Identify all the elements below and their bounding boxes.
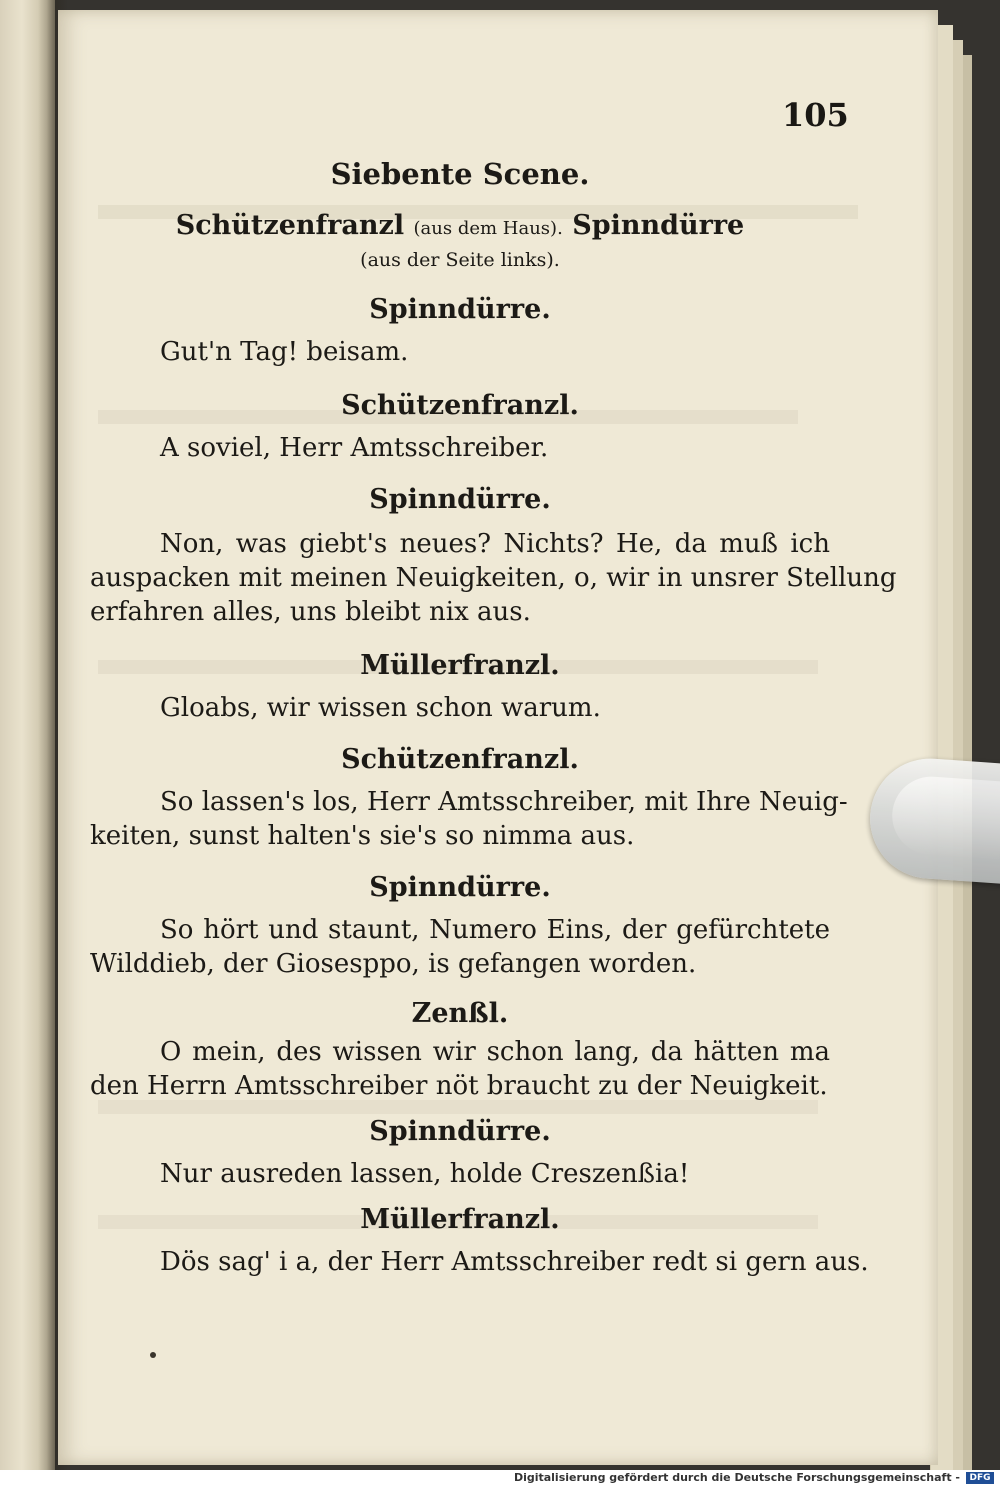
speech-line: Gloabs, wir wissen schon warum. bbox=[160, 693, 601, 723]
speaker-heading: Schützenfranzl. bbox=[341, 744, 579, 775]
speech-line: den Herrn Amtsschreiber nöt braucht zu der Neuigkeit. bbox=[90, 1071, 828, 1101]
speech-line: Non, was giebt's neues? Nichts? He, da muß ich bbox=[160, 529, 830, 559]
footer-credit: Digitalisierung gefördert durch die Deutsche Forschungsgemeinschaft - bbox=[513, 1471, 960, 1484]
speaker-name: Spinndürre bbox=[572, 210, 745, 241]
speech-line: So hört und staunt, Numero Eins, der gefürchtete bbox=[160, 915, 830, 945]
speaker-heading: Spinndürre. bbox=[369, 484, 551, 515]
speech-line: Wilddieb, der Giosesppo, is gefangen worden. bbox=[90, 949, 697, 979]
speech-line: So lassen's los, Herr Amtsschreiber, mit Ihre Neuig- bbox=[160, 787, 848, 817]
speech-line: Nur ausreden lassen, holde Creszenßia! bbox=[160, 1159, 690, 1189]
stage-note: (aus der Seite links). bbox=[360, 249, 560, 271]
speech-line: erfahren alles, uns bleibt nix aus. bbox=[90, 597, 531, 627]
speech-line: Gut'n Tag! beisam. bbox=[160, 337, 409, 367]
speaker-name: Schützenfranzl bbox=[175, 210, 405, 241]
speech-line: Dös sag' i a, der Herr Amtsschreiber redt si gern aus. bbox=[160, 1247, 869, 1277]
dfg-logo-icon: DFG bbox=[966, 1472, 994, 1484]
speaker-heading: Zenßl. bbox=[411, 998, 509, 1029]
speech-line: keiten, sunst halten's sie's so nimma aus. bbox=[90, 821, 635, 851]
speech-line: auspacken mit meinen Neuigkeiten, o, wir in unsrer Stellung bbox=[90, 563, 897, 593]
speaker-heading: Schützenfranzl. bbox=[341, 390, 579, 421]
speaker-heading: Müllerfranzl. bbox=[360, 1204, 560, 1235]
page-number: 105 bbox=[782, 96, 849, 134]
scene-title: Siebente Scene. bbox=[330, 157, 590, 191]
speech-line: A soviel, Herr Amtsschreiber. bbox=[160, 433, 549, 463]
clip-highlight bbox=[890, 774, 1000, 859]
speaker-heading: Spinndürre. bbox=[369, 1116, 551, 1147]
ink-speck bbox=[150, 1352, 156, 1358]
digitization-footer bbox=[0, 1470, 1000, 1486]
speaker-heading: Spinndürre. bbox=[369, 294, 551, 325]
speaker-heading: Müllerfranzl. bbox=[360, 650, 560, 681]
stage-direction-line bbox=[90, 210, 830, 245]
speech-line: O mein, des wissen wir schon lang, da hätten ma bbox=[160, 1037, 830, 1067]
speaker-heading: Spinndürre. bbox=[369, 872, 551, 903]
stage-note: (aus dem Haus). bbox=[413, 218, 563, 239]
show-through bbox=[98, 1100, 818, 1114]
